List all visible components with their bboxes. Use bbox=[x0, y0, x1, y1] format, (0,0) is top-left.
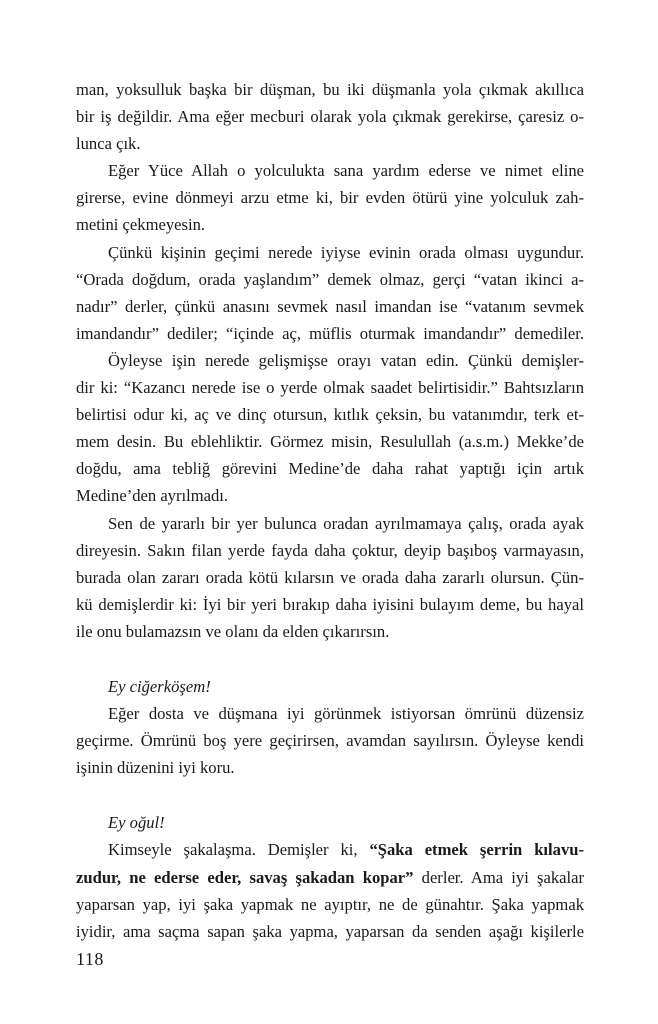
text-line: direyesin. Sakın filan yerde fayda daha çoktur, deyip başıboş varmayasın, bbox=[76, 540, 584, 560]
paragraph bbox=[76, 157, 584, 238]
text-line: belirtisi odur ki, aç ve dinç otursun, kıtlık çeksin, bu vatanımdır, terk et- bbox=[76, 405, 584, 425]
page-body bbox=[76, 76, 584, 945]
text-line bbox=[76, 864, 584, 891]
text-line: metini çekmeyesin. bbox=[76, 215, 206, 235]
text-line: iyidir, ama saçma sapan şaka yapma, yaparsan da senden aşağı kişilerle bbox=[76, 921, 584, 941]
paragraph bbox=[76, 239, 584, 347]
paragraph bbox=[76, 347, 584, 510]
section-gap bbox=[76, 645, 584, 673]
text-line: doğdu, ama tebliğ görevini Medine’de daha rahat yaptığı için artık bbox=[76, 459, 584, 479]
bold-quote: zudur, ne ederse eder, savaş şakadan kopar” bbox=[76, 867, 414, 887]
text-line: dir ki: “Kazancı nerede ise o yerde olmak saadet belirtisidir.” Bahtsızların bbox=[76, 378, 584, 398]
section-ciger bbox=[76, 673, 584, 781]
text-line: lunca çık. bbox=[76, 134, 141, 154]
text-line: imandandır” dediler; “içinde aç, müflis oturmak imandandır” demediler. bbox=[76, 323, 584, 343]
text-line bbox=[76, 836, 584, 863]
text-line: yaparsan yap, iyi şaka yapmak ne ayıptır, ne de günahtır. Şaka yapmak bbox=[76, 894, 584, 914]
bold-quote: “Şaka etmek şerrin kılavu- bbox=[369, 840, 584, 860]
text-line: işinin düzenini iyi koru. bbox=[76, 758, 235, 778]
text-line: Eğer Yüce Allah o yolculukta sana yardım ederse ve nimet eline bbox=[108, 161, 584, 181]
section-ogul bbox=[76, 809, 584, 944]
text-line: kü demişlerdir ki: İyi bir yeri bırakıp daha iyisini bulayım deme, bu hayal bbox=[76, 594, 584, 614]
text-line: burada olan zararı orada kötü kılarsın ve orada daha zararlı olursun. Çün- bbox=[76, 567, 584, 587]
text-line: “Orada doğdum, orada yaşlandım” demek olmaz, gerçi “vatan ikinci a- bbox=[76, 269, 584, 289]
text-line: bir iş değildir. Ama eğer mecburi olarak yola çıkmak gerekirse, çaresiz o- bbox=[76, 107, 584, 127]
paragraph bbox=[76, 76, 584, 157]
page-number: 118 bbox=[76, 949, 104, 969]
section-heading: Ey ciğerköşem! bbox=[108, 676, 211, 696]
text-line: girerse, evine dönmeyi arzu etme ki, bir evden ötürü yine yolculuk zah- bbox=[76, 188, 584, 208]
text-line: Öyleyse işin nerede gelişmişse orayı vatan edin. Çünkü demişler- bbox=[108, 350, 584, 370]
text-line: ile onu bulamazsın ve olanı da elden çıkarırsın. bbox=[76, 621, 390, 641]
section-heading: Ey oğul! bbox=[108, 813, 165, 833]
section-gap bbox=[76, 781, 584, 809]
text-line: Medine’den ayrılmadı. bbox=[76, 486, 229, 506]
text-run: derler. Ama iyi şakalar bbox=[413, 867, 584, 887]
text-line: Sen de yararlı bir yer bulunca oradan ayrılmamaya çalış, orada ayak bbox=[108, 513, 584, 533]
text-line: Eğer dosta ve düşmana iyi görünmek istiyorsan ömrünü düzensiz bbox=[108, 704, 584, 724]
text-line: geçirme. Ömrünü boş yere geçirirsen, avamdan sayılırsın. Öyleyse kendi bbox=[76, 731, 584, 751]
text-run: Kimseyle şakalaşma. Demişler ki, bbox=[108, 840, 370, 860]
text-line: man, yoksulluk başka bir düşman, bu iki düşmanla yola çıkmak akıllıca bbox=[76, 80, 584, 99]
paragraph bbox=[76, 510, 584, 645]
text-line: Çünkü kişinin geçimi nerede iyiyse evinin orada olması uygundur. bbox=[108, 242, 584, 262]
text-line: nadır” derler, çünkü anasını sevmek nasıl imandan ise “vatanım sevmek bbox=[76, 296, 584, 316]
text-line: mem desin. Bu eblehliktir. Görmez misin, Resulullah (a.s.m.) Mekke’de bbox=[76, 432, 584, 452]
